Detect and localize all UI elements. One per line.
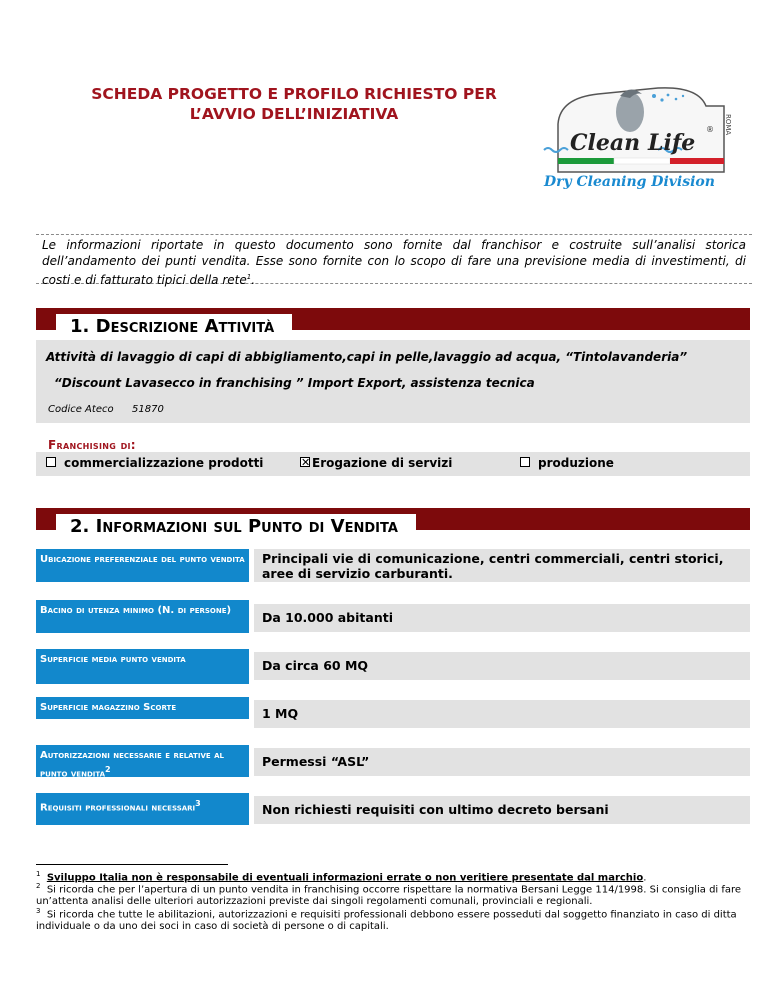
logo-tagline: Dry Cleaning Division (544, 174, 715, 190)
footnote-1-text: Sviluppo Italia non è responsabile di eventuali informazioni errate o non veritiere presentate dal marchio (46, 872, 644, 884)
option-erogazione-label: Erogazione di servizi (312, 456, 453, 470)
section-1-title-text: Descrizione Attività (95, 316, 275, 337)
footnote-ref-3[interactable]: 3 (195, 799, 201, 808)
footnote-1-num: 1 (36, 870, 41, 878)
footnote-2-num: 2 (36, 882, 41, 890)
section-2-title-text: Informazioni sul Punto di Vendita (95, 516, 398, 537)
footnote-3-num: 3 (36, 907, 41, 915)
title-line-2: L’AVVIO DELL’INIZIATIVA (189, 105, 399, 123)
logo-text-life: Life (648, 130, 696, 156)
row-value-magazzino-text: 1 MQ (262, 706, 299, 721)
row-label-magazzino (36, 697, 249, 719)
franchising-options (36, 452, 750, 476)
footnote-3-text: Si ricorda che tutte le abilitazioni, autorizzazioni e requisiti professionali debbono essere posseduti dal soggetto finanziato in caso di ditta individuale o da uno dei soci in caso di società di persone o di capitali. (36, 909, 737, 933)
row-value-superficie-media (254, 652, 750, 680)
row-value-superficie-media-text: Da circa 60 MQ (262, 658, 369, 673)
intro-text: Le informazioni riportate in questo documento sono fornite dal franchisor e costruite sull’analisi storica dell’andamento dei punti vendita. Esse sono fornite con lo scopo di fare una previsione media di investimenti, di costi e di fatturato tipici della rete (42, 238, 746, 287)
ateco-value: 51870 (132, 404, 164, 415)
section-2-title (56, 514, 416, 540)
row-label-bacino (36, 600, 249, 633)
activity-line-2: “Discount Lavasecco in franchising ” Import Export, assistenza tecnica (54, 376, 535, 390)
footnote-3 (36, 905, 752, 933)
title-line-1: SCHEDA PROGETTO E PROFILO RICHIESTO PER (91, 85, 497, 103)
activity-line-1: Attività di lavaggio di capi di abbigliamento,capi in pelle,lavaggio ad acqua, “Tintolavanderia” (46, 350, 688, 364)
option-commercializzazione-label: commercializzazione prodotti (64, 456, 264, 470)
row-label-ubicazione (36, 549, 249, 582)
logo-registered: ® (706, 125, 714, 134)
checkbox-produzione[interactable] (520, 457, 530, 467)
row-value-ubicazione (254, 549, 750, 582)
section-1-title (56, 314, 292, 340)
checkbox-commercializzazione[interactable] (46, 457, 56, 467)
section-1-number: 1. (70, 316, 90, 337)
logo-text-clean: Clean (570, 130, 641, 156)
row-value-requisiti-text: Non richiesti requisiti con ultimo decreto bersani (262, 802, 609, 817)
row-label-superficie-media (36, 649, 249, 684)
section-2-number: 2. (70, 516, 90, 537)
ateco-label: Codice Ateco (48, 404, 114, 415)
row-label-autorizzazioni-text: Autorizzazioni necessarie e relative al punto vendita (40, 750, 224, 780)
row-label-magazzino-text: Superficie magazzino Scorte (40, 702, 177, 713)
franchising-label (48, 438, 136, 452)
footnote-ref-1[interactable]: 1 (246, 273, 252, 281)
intro-text-end: . (251, 273, 256, 287)
row-value-autorizzazioni-text: Permessi “ASL” (262, 754, 370, 769)
row-value-bacino (254, 604, 750, 632)
row-value-autorizzazioni (254, 748, 750, 776)
section-2-header (36, 508, 750, 537)
row-label-ubicazione-text: Ubicazione preferenziale del punto vendita (40, 554, 245, 565)
row-label-requisiti (36, 793, 249, 825)
row-label-requisiti-text: Requisiti professionali necessari (40, 802, 196, 814)
row-label-autorizzazioni (36, 745, 249, 780)
row-value-ubicazione-text: Principali vie di comunicazione, centri commerciali, centri storici, aree di servizio carburanti. (262, 551, 724, 581)
franchising-label-text: Franchising di: (48, 438, 136, 452)
activity-description (36, 340, 750, 423)
intro-box (36, 234, 752, 287)
checkbox-erogazione[interactable]: ✕ (301, 456, 311, 469)
section-1-header (36, 308, 750, 337)
option-produzione-label: produzione (538, 456, 614, 470)
footnote-separator (36, 864, 228, 865)
row-label-superficie-media-text: Superficie media punto vendita (40, 654, 186, 665)
row-value-magazzino (254, 700, 750, 728)
footnote-1-end: . (643, 872, 647, 884)
page-title (48, 84, 540, 124)
row-label-bacino-text: Bacino di utenza minimo (N. di persone) (40, 605, 232, 616)
clean-life-logo (538, 84, 738, 194)
footnote-2-text: Si ricorda che per l’apertura di un punto vendita in franchising occorre rispettare la normativa Bersani Legge 114/1998. Si consiglia di fare un’attenta analisi delle ulteriori autorizzazioni previste dai singoli regolamenti comunali, provinciali e regionali. (36, 884, 742, 908)
logo-side: ROMA (724, 114, 732, 136)
footnote-ref-2[interactable]: 2 (105, 765, 111, 774)
row-value-bacino-text: Da 10.000 abitanti (262, 610, 393, 625)
row-value-requisiti (254, 796, 750, 824)
